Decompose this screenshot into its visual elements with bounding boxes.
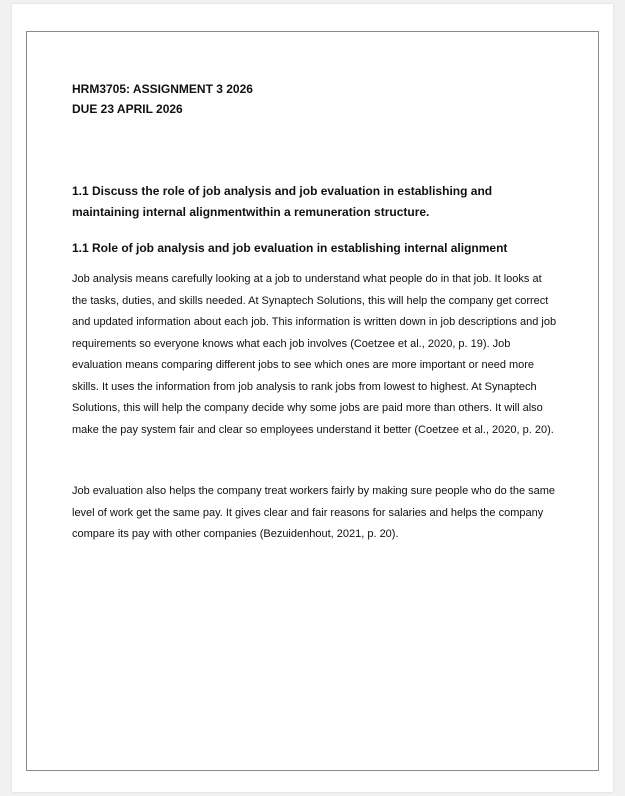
due-date: DUE 23 APRIL 2026 — [72, 102, 183, 116]
section-heading: 1.1 Role of job analysis and job evaluation in establishing internal alignment — [72, 241, 508, 255]
body-paragraph: Job evaluation also helps the company treat workers fairly by making sure people who do the same level of work get the same pay. It gives clear and fair reasons for salaries and helps the company compare its pay with other companies (Bezuidenhout, 2021, p. 20). — [72, 485, 556, 540]
document-body — [72, 79, 557, 546]
assignment-title: HRM3705: ASSIGNMENT 3 2026 — [72, 82, 253, 96]
question-text: 1.1 Discuss the role of job analysis and job evaluation in establishing and maintaining internal alignmentwithin a remuneration structure. — [72, 184, 493, 219]
body-paragraph: Job analysis means carefully looking at a job to understand what people do in that job. It looks at the tasks, duties, and skills needed. At Synaptech Solutions, this will help the company get correct and updated information about each job. This information is written down in job descriptions and job requirements so everyone knows what each job involves (Coetzee et al., 2020, p. 19). Job evaluation means comparing different jobs to see which ones are more important or need more skills. It uses the information from job analysis to rank jobs from lowest to highest. At Synaptech Solutions, this will help the company decide why some jobs are paid more than others. It will also make the pay system fair and clear so employees understand it better (Coetzee et al., 2020, p. 20). — [72, 273, 557, 436]
document-page — [12, 4, 613, 792]
